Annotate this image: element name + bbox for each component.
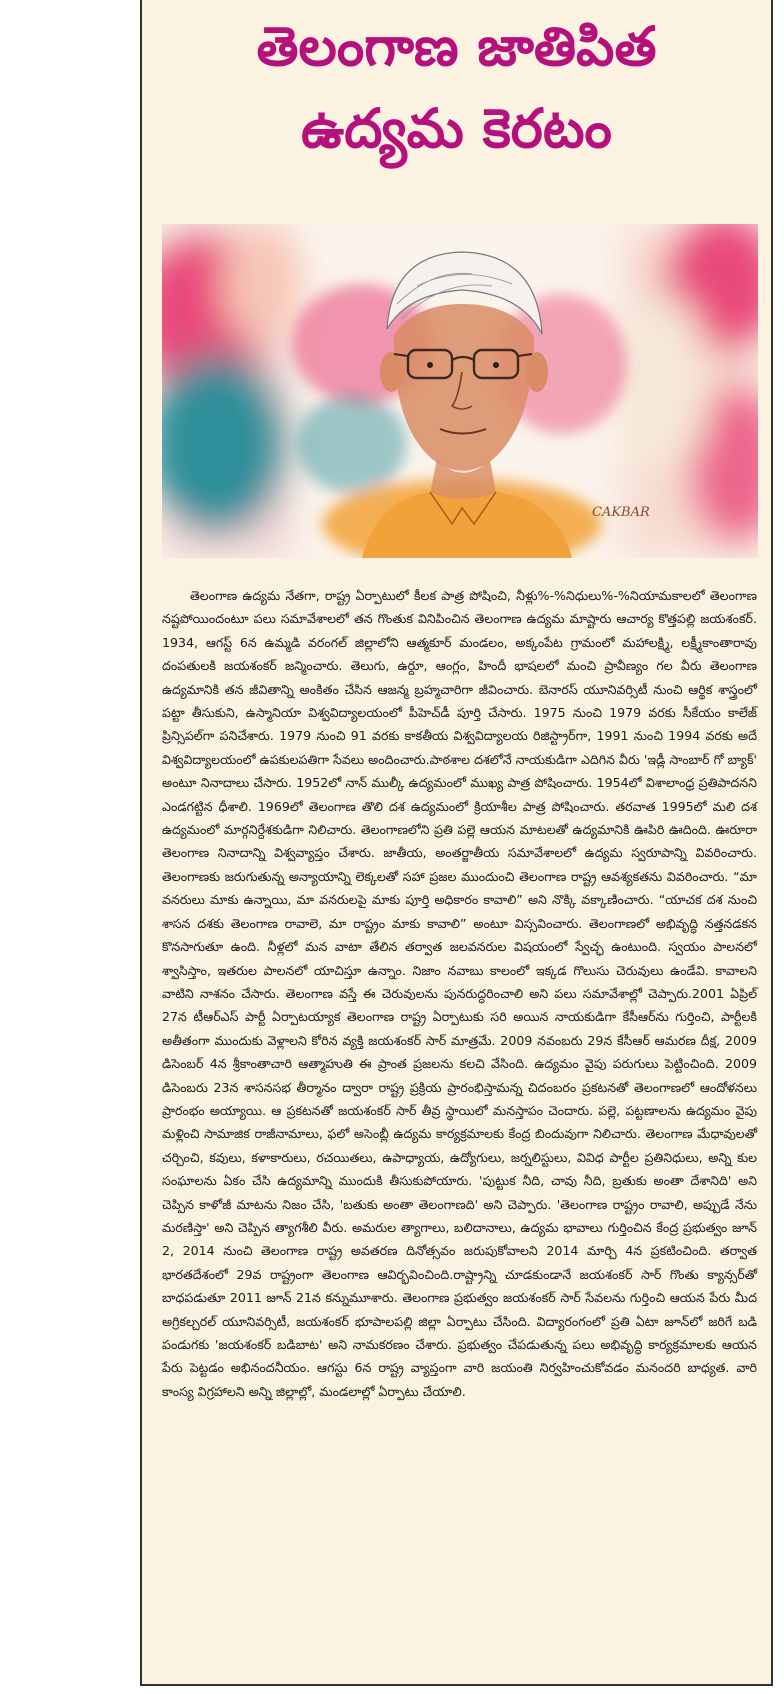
portrait-illustration [162,224,758,558]
portrait-drawing [162,224,758,558]
artist-signature: CAKBAR [592,505,650,520]
article-body: తెలంగాణ ఉద్యమ నేతగా, రాష్ట్ర ఏర్పాటులో కీలక పాత్ర పోషించి, నీళ్లు%-%నిధులు%-%నియామకాలలో తెలంగాణ నష్టపోయిందంటూ పలు సమావేశాలలో తన గొంతుక వినిపించిన తెలంగాణ ఉద్యమ మాష్టారు ఆచార్య కొత్తపల్లి జయశంకర్. 1934, ఆగస్ట్ 6న ఉమ్మడి వరంగల్ జిల్లాలోని ఆత్మకూర్ మండలం, అక్కంపేట గ్రామంలో మహాలక్ష్మి, లక్ష్మీకాంతారావు దంపతులకి జయశంకర్ జన్మించారు. తెలుగు, ఉర్దూ, ఆంగ్లం, హిందీ భాషలలో మంచి ప్రావీణ్యం గల వీరు తెలంగాణ ఉద్యమానికి తన జీవితాన్ని అంకితం చేసిన ఆజన్మ బ్రహ్మచారిగా జీవించారు. బెనారస్ యూనివర్సిటీ నుంచి ఆర్థిక శాస్త్రంలో పట్టా తీసుకుని, ఉస్మానియా విశ్వవిద్యాలయంలో పీహెచ్‌డీ పూర్తి చేసారు. 1975 నుంచి 1979 వరకు సీకేయం కాలేజ్ ప్రిన్సిపల్‌గా పనిచేశారు. 1979 నుంచి 91 వరకు కాకతీయ విశ్వవిద్యాలయ రిజిస్ట్రార్‌గా, 1991 నుంచి 1994 వరకు అదే విశ్వవిద్యాలయంలో ఉపకులపతిగా సేవలు అందించారు.పాఠశాల దశలోనే నాయకుడిగా ఎదిగిన వీరు 'ఇడ్లీ సాంబార్ గో బ్యాక్' అంటూ నినాదాలు చేసారు. 1952లో నాన్ ముల్కీ ఉద్యమంలో ముఖ్య పాత్ర పోషించారు. 1954లో విశాలాంధ్ర ప్రతిపాదనని ఎండగట్టిన ధీశాలి. 1969లో తెలంగాణ తొలి దశ ఉద్యమంలో క్రియాశీల పాత్ర పోషించారు. తరవాత 1995లో మలి దశ ఉద్యమంలో మార్గనిర్దేశకుడిగా నిలిచారు. తెలంగాణలోని ప్రతి పల్లె ఆయన మాటలతో ఉద్యమానికి ఊపిరి ఊదింది. ఊరూరా తెలంగాణ నినాదాన్ని విశ్వవ్యాప్తం చేశారు. జాతీయ, అంతర్జాతీయ సమావేశాలలో ఉద్యమ స్వరూపాన్ని వివరించారు. తెలంగాణకు జరుగుతున్న అన్యాయాన్ని లెక్కలతో సహా ప్రజల ముందుంచి తెలంగాణ రాష్ట్ర ఆవశ్యకతను వివరించారు. “మా వనరులు మాకు ఉన్నాయి, మా వనరులపై మాకు పూర్తి అధికారం కావాలి” అని నొక్కి వక్కాణించారు. “యాచక దశ నుంచి శాసన దశకు తెలంగాణ రావాలె, మా రాష్ట్రం మాకు కావాలి” అంటూ విస్సవించారు. తెలంగాణలో అభివృద్ధి నత్తనడకన కొనసాగుతూ ఉంది. నీళ్లలో మన వాటా తేలిన తర్వాత జలవనరుల విషయంలో స్వేచ్ఛ ఉంటుంది. స్వయం పాలనలో శ్వాసిస్తాం, ఇతరుల పాలనలో యాచిస్తూ ఉన్నాం. నిజాం నవాబు కాలంలో ఇక్కడ గొలుసు చెరువులు ఉండేవి. కావాలని వాటిని నాశనం చేసారు. తెలంగాణ వస్తే ఈ చెరువులను పునరుద్ధరించాలి అని పలు సమావేశాల్లో చెప్పారు.2001 ఏప్రిల్ 27న టీఆర్ఎస్ పార్టీ ఏర్పాటయ్యాక తెలంగాణ రాష్ట్ర ఏర్పాటుకు సరి అయిన నాయకుడిగా కేసీఆర్‌ను గుర్తించి, పార్టీలకి అతీతంగా ముందుకు వెళ్లాలని కోరిన వ్యక్తి జయశంకర్ సార్ మాత్రమే. 2009 నవంబరు 29న కేసీఆర్ ఆమరణ దీక్ష, 2009 డిసెంబర్ 4న శ్రీకాంతాచారి ఆత్మాహుతి ఈ ప్రాంత ప్రజలను కలచి వేసింది. ఉద్యమం వైపు పరుగులు పెట్టించింది. 2009 డిసెంబరు 23న శాసనసభ తీర్మానం ద్వారా రాష్ట్ర ప్రక్రియ ప్రారంభిస్తామన్న చిదంబరం ప్రకటనతో తెలంగాణలో ఆందోళనలు ప్రారంభం అయ్యాయి. ఆ ప్రకటనతో జయశంకర్ సార్ తీవ్ర స్థాయిలో మనస్తాపం చెందారు. పల్లె, పట్టణాలను ఉద్యమం వైపు మళ్లించి సామాజిక రాజీనామాలు, ఫలో అసెంబ్లీ ఉద్యమ కార్యక్రమాలకు కేంద్ర బిందువుగా నిలిచారు. తెలంగాణ మేధావులతో చర్చించి, కవులు, కళాకారులు, రచయితలు, ఉపాధ్యాయ, ఉద్యోగులు, జర్నలిస్టులు, వివిధ పార్టీల ప్రతినిధులు, అన్ని కుల సంఘాలను ఏకం చేసి ఉద్యమాన్ని ముందుకి తీసుకుపోయారు. 'పుట్టుక నీది, చావు నీది, బ్రతుకు అంతా దేశానిది' అని చెప్పిన కాళోజీ మాటను నిజం చేసి, 'బతుకు అంతా తెలంగాణది' అని చెప్పారు. 'తెలంగాణ రాష్ట్రం రావాలి, అప్పుడే నేను మరణిస్తా' అని చెప్పిన త్యాగశీలి వీరు. అమరుల త్యాగాలు, బలిదానాలు, ఉద్యమ భావాలు గుర్తించిన కేంద్ర ప్రభుత్వం జూన్ 2, 2014 నుంచి తెలంగాణ రాష్ట్ర అవతరణ దినోత్సవం జరుపుకోవాలని 2014 మార్చి 4న ప్రకటించింది. తర్వాత భారతదేశంలో 29వ రాష్ట్రంగా తెలంగాణ ఆవిర్భవించింది.రాష్ట్రాన్ని చూడకుండానే జయశంకర్ సార్ గొంతు క్యాన్సర్‌తో బాధపడుతూ 2011 జూన్ 21న కన్నుమూశారు. తెలంగాణ ప్రభుత్వం జయశంకర్ సార్ సేవలను గుర్తించి ఆయన పేరు మీద అగ్రికల్చరల్ యూనివర్సిటీ, జయశంకర్ భూపాలపల్లి జిల్లా ఏర్పాటు చేసింది. విద్యారంగంలో ప్రతి ఏటా జూన్‌లో జరిగే బడి పండుగకు 'జయశంకర్ బడిబాట' అని నామకరణం చేశారు. ప్రభుత్వం చేపడుతున్న పలు అభివృద్ధి కార్యక్రమాలకు ఆయన పేరు పెట్టడం అభినందనీయం. ఆగస్టు 6న రాష్ట్ర వ్యాప్తంగా వారి జయంతి నిర్వహించుకోవడం మనందరి బాధ్యత. వారి కాంస్య విగ్రహాలని అన్ని జిల్లాల్లో, మండలాల్లో ఏర్పాటు చేయాలి. [162,588,757,1399]
left-watercolor-panel [162,224,302,558]
newspaper-clipping [140,0,773,1686]
headline-line-1: తెలంగాణ జాతిపిత [256,15,657,78]
headline-line-2: ఉద్యమ కెరటం [301,97,612,160]
headline [142,6,771,170]
